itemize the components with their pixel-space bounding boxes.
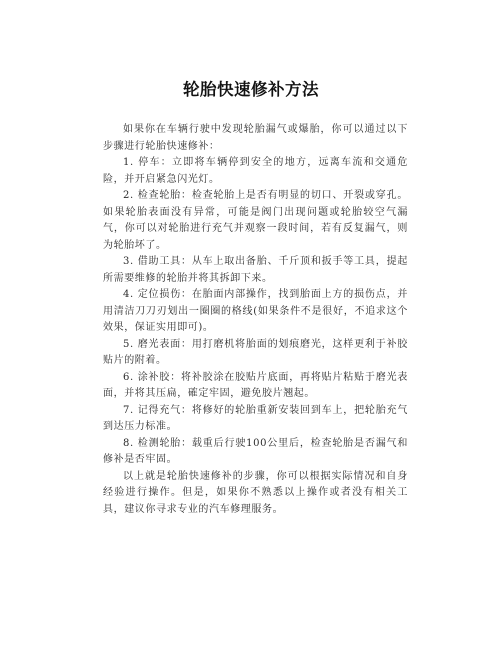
paragraph-step-3: 3. 借助工具：从车上取出备胎、千斤顶和扳手等工具，提起所需要维修的轮胎并将其拆卸下来。 (103, 256, 408, 284)
paragraph-step-8: 8. 检测轮胎：载重后行驶100公里后，检查轮胎是否漏气和修补是否牢固。 (103, 437, 408, 465)
paragraph-step-1: 1. 停车：立即将车辆停到安全的地方，远离车流和交通危险，并开启紧急闪光灯。 (103, 157, 408, 185)
paragraph-step-2: 2. 检查轮胎：检查轮胎上是否有明显的切口、开裂或穿孔。如果轮胎表面没有异常，可能是阀门出现问题或轮胎较空气漏气，你可以对轮胎进行充气并观察一段时间，若有反复漏气，则为轮胎坏了。 (103, 190, 408, 251)
document-body (103, 122, 408, 518)
paragraph-intro: 如果你在车辆行驶中发现轮胎漏气或爆胎，你可以通过以下步骤进行轮胎快速修补： (103, 124, 408, 152)
document-title: 轮胎快速修补方法 (183, 80, 319, 99)
paragraph-conclusion: 以上就是轮胎快速修补的步骤，你可以根据实际情况和自身经验进行操作。但是，如果你不熟悉以上操作或者没有相关工具，建议你寻求专业的汽车修理服务。 (103, 470, 408, 515)
paragraph-step-6: 6. 涂补胶：将补胶涂在胶贴片底面，再将贴片粘贴于磨光表面，并将其压扁，確定牢固，避免胶片翘起。 (103, 371, 408, 399)
paragraph-step-7: 7. 记得充气：将修好的轮胎重新安装回到车上，把轮胎充气到达压力标准。 (103, 404, 408, 432)
paragraph-step-5: 5. 磨光表面：用打磨机将胎面的划痕磨光，这样更利于补胶贴片的附着。 (103, 338, 408, 366)
paragraph-step-4: 4. 定位损伤：在胎面内部操作，找到胎面上方的损伤点，并用清洁刀刀刃划出一圈圈的格线(如果条件不是很好，不追求这个效果，保证实用即可)。 (103, 289, 408, 333)
